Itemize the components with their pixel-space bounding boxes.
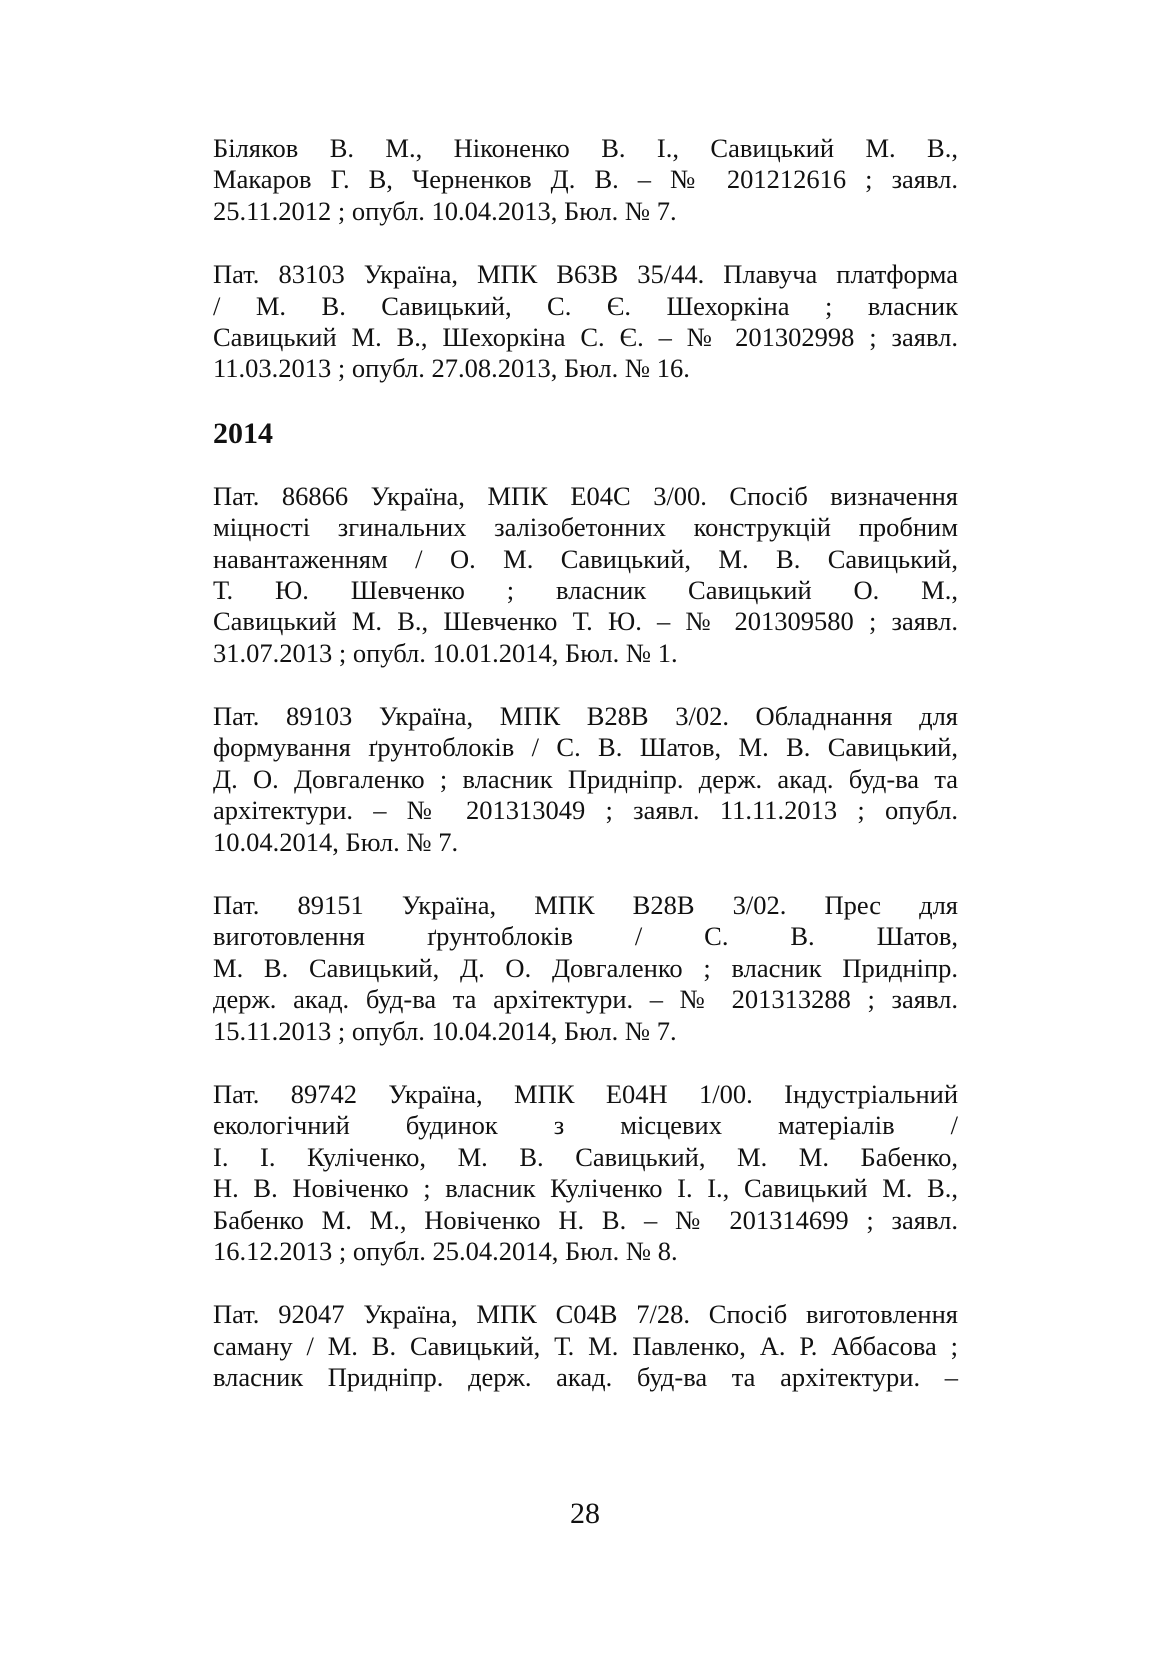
entry-line: Макаров Г. В, Черненков Д. В. – № 201212616 ; заявл. xyxy=(213,164,958,195)
entry-line: Т. Ю. Шевченко ; власник Савицький О. М., xyxy=(213,574,958,605)
entry-line: виготовлення ґрунтоблоків / С. В. Шатов, xyxy=(213,921,958,952)
entry-line: екологічний будинок з місцевих матеріалів / xyxy=(213,1110,958,1141)
patent-entry xyxy=(213,890,958,1047)
patent-entry xyxy=(213,259,958,385)
entry-line: архітектури. – № 201313049 ; заявл. 11.11.2013 ; опубл. xyxy=(213,795,958,826)
patent-entry xyxy=(213,1299,958,1393)
entry-line: власник Придніпр. держ. акад. буд-ва та архітектури. – xyxy=(213,1362,958,1393)
entries-after-year xyxy=(213,481,958,1394)
entry-line: формування ґрунтоблоків / С. В. Шатов, М. В. Савицький, xyxy=(213,732,958,763)
entry-line: 25.11.2012 ; опубл. 10.04.2013, Бюл. № 7. xyxy=(213,195,677,226)
entry-line: навантаженням / О. М. Савицький, М. В. Савицький, xyxy=(213,543,958,574)
entries-before-year xyxy=(213,133,958,385)
entry-line: держ. акад. буд-ва та архітектури. – № 201313288 ; заявл. xyxy=(213,984,958,1015)
entry-line: Н. В. Новіченко ; власник Куліченко І. І., Савицький М. В., xyxy=(213,1173,958,1204)
entry-line: міцності згинальних залізобетонних конструкцій пробним xyxy=(213,512,958,543)
entry-line: 15.11.2013 ; опубл. 10.04.2014, Бюл. № 7. xyxy=(213,1015,677,1046)
entry-line: / М. В. Савицький, С. Є. Шехоркіна ; власник xyxy=(213,290,958,321)
patent-entry xyxy=(213,133,958,227)
entry-line: Пат. 86866 Україна, МПК E04C 3/00. Спосіб визначення xyxy=(213,480,958,511)
entry-line: Савицький М. В., Шевченко Т. Ю. – № 201309580 ; заявл. xyxy=(213,606,958,637)
entry-line: Бабенко М. М., Новіченко Н. В. – № 201314699 ; заявл. xyxy=(213,1204,958,1235)
page-content xyxy=(213,133,958,1426)
entry-line: Пат. 83103 Україна, МПК B63B 35/44. Плавуча платформа xyxy=(213,259,958,290)
patent-entry xyxy=(213,1079,958,1267)
entry-line: Д. О. Довгаленко ; власник Придніпр. держ. акад. буд-ва та xyxy=(213,763,958,794)
entry-line: Пат. 89151 Україна, МПК B28B 3/02. Прес для xyxy=(213,890,958,921)
entry-line: 31.07.2013 ; опубл. 10.01.2014, Бюл. № 1. xyxy=(213,637,678,668)
entry-line: Біляков В. М., Ніконенко В. І., Савицький М. В., xyxy=(213,133,958,163)
entry-line: Пат. 89742 Україна, МПК E04H 1/00. Індустріальний xyxy=(213,1078,958,1109)
entry-line: саману / М. В. Савицький, Т. М. Павленко, А. Р. Аббасова ; xyxy=(213,1330,958,1361)
year-heading: 2014 xyxy=(213,416,273,450)
entry-line: Савицький М. В., Шехоркіна С. Є. – № 201302998 ; заявл. xyxy=(213,321,958,352)
entry-line: М. В. Савицький, Д. О. Довгаленко ; власник Придніпр. xyxy=(213,952,958,983)
entry-line: 10.04.2014, Бюл. № 7. xyxy=(213,826,459,857)
entry-line: І. І. Куліченко, М. В. Савицький, М. М. Бабенко, xyxy=(213,1141,958,1172)
entry-line: Пат. 92047 Україна, МПК C04B 7/28. Спосіб виготовлення xyxy=(213,1299,958,1330)
entry-line: 11.03.2013 ; опубл. 27.08.2013, Бюл. № 16. xyxy=(213,353,690,384)
page-number: 28 xyxy=(570,1497,600,1530)
patent-entry xyxy=(213,701,958,858)
patent-entry xyxy=(213,481,958,669)
entry-line: Пат. 89103 Україна, МПК B28B 3/02. Обладнання для xyxy=(213,701,958,732)
entry-line: 16.12.2013 ; опубл. 25.04.2014, Бюл. № 8. xyxy=(213,1235,678,1266)
